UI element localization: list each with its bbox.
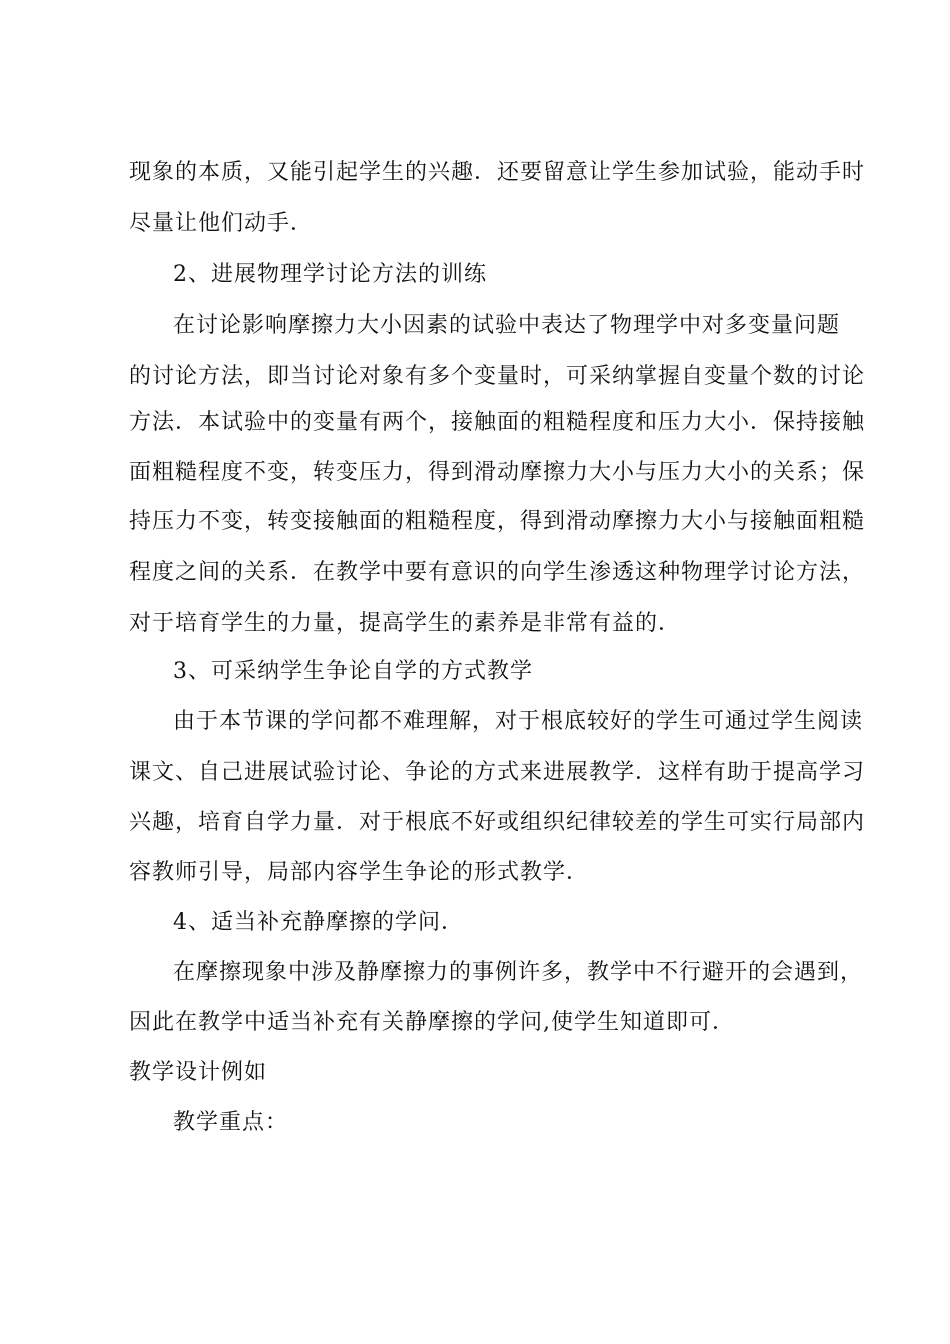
section-heading: 3、可采纳学生争论自学的方式教学 (173, 659, 533, 684)
text-line: 的讨论方法，即当讨论对象有多个变量时，可采纳掌握自变量个数的讨论 (129, 364, 866, 389)
text-line: 方法．本试验中的变量有两个，接触面的粗糙程度和压力大小．保持接触 (129, 410, 866, 435)
text-line: 兴趣，培育自学力量．对于根底不好或组织纪律较差的学生可实行局部内 (129, 810, 866, 835)
text-line: 在讨论影响摩擦力大小因素的试验中表达了物理学中对多变量问题 (173, 313, 841, 338)
text-line: 在摩擦现象中涉及静摩擦力的事例许多，教学中不行避开的会遇到， (173, 960, 864, 985)
heading: 教学设计例如 (129, 1060, 268, 1085)
text-line: 对于培育学生的力量，提高学生的素养是非常有益的． (129, 611, 682, 636)
text-line: 尽量让他们动手． (129, 211, 314, 236)
text-line: 持压力不变，转变接触面的粗糙程度，得到滑动摩擦力大小与接触面粗糙 (129, 509, 866, 534)
text-line: 容教师引导，局部内容学生争论的形式教学． (129, 860, 590, 885)
text-line: 因此在教学中适当补充有关静摩擦的学问,使学生知道即可． (129, 1010, 735, 1035)
text-line: 面粗糙程度不变，转变压力，得到滑动摩擦力大小与压力大小的关系；保 (129, 460, 866, 485)
text-line: 由于本节课的学问都不难理解，对于根底较好的学生可通过学生阅读 (173, 709, 864, 734)
text-line: 程度之间的关系．在教学中要有意识的向学生渗透这种物理学讨论方法， (129, 560, 866, 585)
section-heading: 4、适当补充静摩擦的学问． (173, 910, 464, 935)
section-heading: 2、进展物理学讨论方法的训练 (173, 262, 487, 287)
text-line: 课文、自己进展试验讨论、争论的方式来进展教学．这样有助于提高学习 (129, 760, 866, 785)
subheading: 教学重点： (173, 1110, 289, 1135)
text-line: 现象的本质，又能引起学生的兴趣．还要留意让学生参加试验，能动手时 (129, 160, 866, 185)
